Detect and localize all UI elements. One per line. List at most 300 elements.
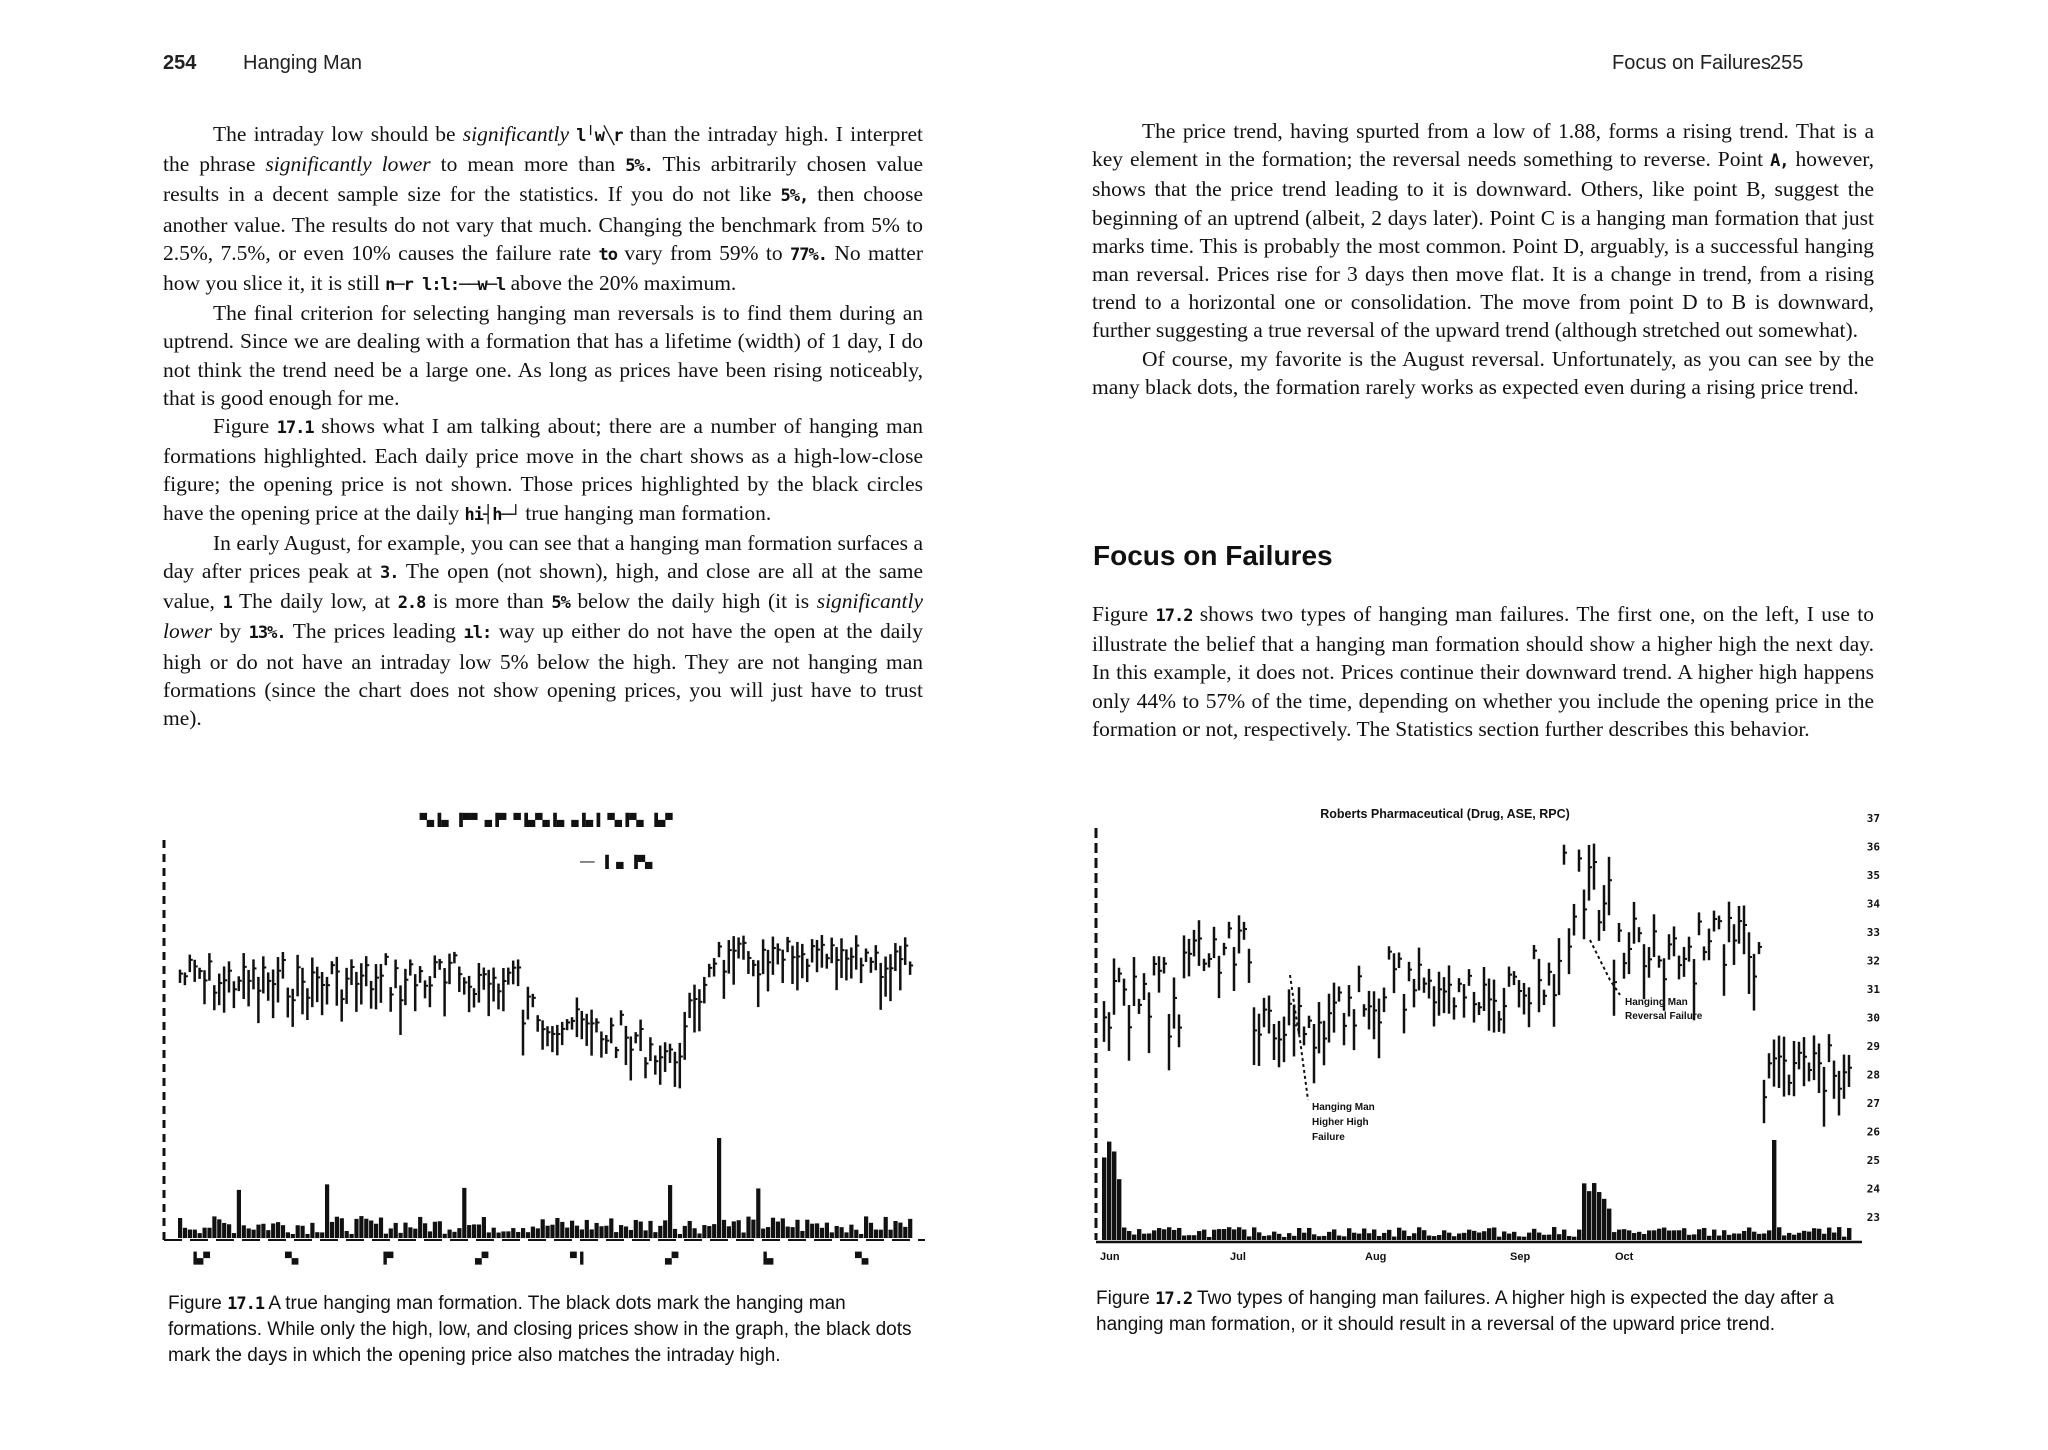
volume-bar — [761, 1229, 765, 1238]
volume-bar — [1702, 1228, 1706, 1240]
volume-bar — [1672, 1230, 1676, 1240]
text-run: The daily low, at — [231, 589, 398, 614]
volume-bar — [1432, 1236, 1436, 1240]
volume-bar — [178, 1218, 182, 1238]
caption-prefix: Figure — [1096, 1288, 1156, 1309]
volume-bar — [673, 1229, 677, 1238]
volume-bar — [805, 1220, 809, 1238]
page-number-right: 255 — [1770, 52, 1804, 74]
volume-bar — [903, 1227, 907, 1238]
text-run: Of course, my favorite is the August reversal. Unfortunately, as you can see by the many black dots, the formation rarely works as expected even during a rising price trend. — [1092, 346, 1874, 399]
volume-bar — [443, 1234, 447, 1238]
x-tick-label: Aug — [1365, 1251, 1387, 1263]
degraded-glyphs: hi┤h─┘ — [464, 504, 520, 525]
text-run: The price trend, having spurted from a low of 1.88, forms a rising trend. That is a key element in the formation; the reversal needs something to reverse. Point — [1092, 119, 1874, 172]
volume-bar — [1307, 1228, 1311, 1240]
volume-bar — [1727, 1235, 1731, 1240]
volume-bar — [849, 1225, 853, 1238]
text-run: Figure — [1092, 602, 1156, 626]
volume-bar — [266, 1230, 270, 1238]
volume-bar — [1767, 1230, 1771, 1240]
volume-bar — [639, 1222, 643, 1238]
degraded-glyphs: 5%. — [625, 156, 653, 177]
figure-number: 17.2 — [1155, 1289, 1193, 1309]
y-tick-label: 23 — [1866, 1211, 1880, 1224]
volume-bar — [301, 1226, 305, 1238]
volume-bar — [1567, 1236, 1571, 1240]
text-run: below the daily high (it is — [569, 589, 817, 614]
volume-bar — [217, 1219, 221, 1238]
volume-bar — [1302, 1233, 1306, 1240]
volume-bar — [1112, 1151, 1116, 1240]
volume-bar — [555, 1218, 559, 1238]
y-tick-label: 34 — [1866, 897, 1880, 911]
roberts-pharmaceutical-chart — [1090, 800, 1890, 1265]
volume-bar — [399, 1233, 403, 1238]
volume-bar — [727, 1226, 731, 1238]
text-run: than the intraday high. I interpret the phrase — [163, 122, 923, 177]
volume-bar — [795, 1220, 799, 1238]
x-tick-label: ▀▐ — [570, 1252, 584, 1265]
volume-bar — [247, 1228, 251, 1238]
volume-bar — [634, 1220, 638, 1238]
volume-bar — [570, 1221, 574, 1238]
annotation-label: Hanging Man — [1625, 997, 1688, 1008]
volume-bar — [908, 1219, 912, 1238]
volume-bar — [560, 1222, 564, 1238]
volume-bar — [1782, 1235, 1786, 1240]
text-run: however, shows that the price trend leading to it is downward. Others, like point B, suggest the beginning of an uptrend (albeit, 2 days later). Point C is a hanging man formation that just marks time. This is probably the most common. Point D, arguably, is a successful hanging man reversal. Prices rise for 3 days then move flat. It is a change in trend, from a rising trend to a horizontal one or consolidation. The move from point D to B is downward, further suggesting a true reversal of the upward trend (although stretched out somewhat). — [1092, 147, 1874, 343]
volume-bar — [281, 1225, 285, 1238]
volume-bar — [1412, 1233, 1416, 1240]
volume-bar — [1507, 1234, 1511, 1240]
volume-bar — [1777, 1227, 1781, 1240]
volume-bar — [452, 1232, 456, 1238]
degraded-glyphs: 1 — [222, 593, 232, 614]
volume-bar — [291, 1234, 295, 1238]
volume-bar — [1227, 1227, 1231, 1240]
volume-bar — [345, 1231, 349, 1238]
volume-bar — [1677, 1230, 1681, 1240]
volume-bar — [614, 1232, 618, 1238]
volume-bar — [1322, 1236, 1326, 1240]
volume-bar — [781, 1218, 785, 1238]
y-tick-label: 36 — [1866, 840, 1880, 854]
volume-bar — [198, 1233, 202, 1238]
volume-bar — [1402, 1230, 1406, 1240]
volume-bar — [1577, 1230, 1581, 1240]
volume-bar — [1127, 1231, 1131, 1240]
degraded-glyphs: 77%. — [790, 244, 827, 265]
volume-bar — [702, 1225, 706, 1238]
volume-bar — [222, 1223, 226, 1238]
volume-bar — [683, 1226, 687, 1238]
running-head-right: Focus on Failures — [1612, 52, 1771, 74]
degraded-glyphs: 2.8 — [397, 593, 426, 614]
volume-bar — [482, 1217, 486, 1238]
y-tick-label: 30 — [1866, 1011, 1880, 1025]
caption-text: A true hanging man formation. The black dots mark the hanging man formations. While only the high, low, and closing prices show in the graph, the black dots mark the days in which the opening price also matches the intraday high. — [168, 1293, 912, 1366]
volume-bar — [1267, 1235, 1271, 1240]
y-tick-label: 32 — [1866, 954, 1880, 968]
volume-bar — [1722, 1230, 1726, 1240]
volume-bar — [1107, 1142, 1111, 1240]
degraded-glyphs: A, — [1770, 151, 1789, 172]
x-tick-label: Oct — [1615, 1251, 1634, 1263]
x-tick-label: ▄▀ — [665, 1252, 679, 1265]
volume-bar — [1417, 1227, 1421, 1240]
volume-bar — [717, 1138, 721, 1238]
volume-bar — [1502, 1231, 1506, 1240]
degraded-glyphs: l╵w╲r — [576, 126, 623, 146]
volume-bar — [1157, 1228, 1161, 1240]
text-run: The open (not shown), high, and close are all at the same value, — [163, 559, 924, 614]
chart-annotation: ── ▐ ▄ ▐▀▄ — [580, 855, 653, 869]
volume-bar — [1222, 1229, 1226, 1240]
volume-bar — [1137, 1229, 1141, 1240]
page-number-left — [163, 52, 196, 75]
volume-bar — [722, 1220, 726, 1238]
volume-bar — [1247, 1236, 1251, 1240]
volume-bar — [756, 1188, 760, 1238]
volume-bar — [232, 1233, 236, 1238]
volume-bar — [394, 1223, 398, 1238]
left-body-text — [163, 120, 923, 732]
paragraph — [163, 299, 923, 412]
volume-bar — [497, 1233, 501, 1238]
volume-bar — [575, 1226, 579, 1238]
hanging-man-chart — [160, 800, 932, 1270]
volume-bar — [1637, 1232, 1641, 1240]
volume-bar — [1342, 1236, 1346, 1240]
volume-bar — [820, 1228, 824, 1238]
volume-bar — [374, 1224, 378, 1238]
volume-bar — [501, 1231, 505, 1238]
volume-bar — [1442, 1230, 1446, 1240]
volume-bar — [580, 1229, 584, 1238]
volume-bar — [1182, 1236, 1186, 1240]
volume-bar — [1497, 1237, 1501, 1240]
volume-bar — [1287, 1233, 1291, 1240]
volume-bar — [1682, 1228, 1686, 1240]
volume-bar — [296, 1225, 300, 1238]
text-run: shows what I am talking about; there are a number of hanging man formations highlighted. Each daily price move in the chart shows as a high-low-close figure; the opening price is not shown. Those prices highlighted by the black circles have the opening price at the daily — [163, 414, 923, 525]
volume-bar — [1352, 1233, 1356, 1240]
volume-bar — [1212, 1230, 1216, 1240]
volume-bar — [242, 1225, 246, 1238]
volume-bar — [1347, 1228, 1351, 1240]
volume-bar — [1717, 1236, 1721, 1240]
volume-bar — [1187, 1235, 1191, 1240]
volume-bar — [825, 1223, 829, 1238]
volume-bar — [1317, 1236, 1321, 1240]
volume-bar — [330, 1222, 334, 1238]
volume-bar — [1167, 1227, 1171, 1240]
volume-bar — [1792, 1235, 1796, 1240]
volume-bar — [1547, 1235, 1551, 1240]
volume-bar — [183, 1228, 187, 1238]
volume-bar — [810, 1224, 814, 1238]
volume-bar — [550, 1225, 554, 1238]
y-tick-label: 35 — [1866, 869, 1880, 882]
text-run: The final criterion for selecting hanging man reversals is to find them during an uptrend. Since we are dealing with a formation that has a lifetime (width) of 1 day, I do not think the trend need be a large one. As long as prices have been rising noticeably, that is good enough for me. — [163, 301, 923, 410]
volume-bar — [359, 1216, 363, 1238]
volume-bar — [1242, 1229, 1246, 1240]
degraded-glyphs: 3. — [379, 563, 399, 584]
x-tick-label: ▀▄ — [285, 1252, 299, 1265]
volume-bar — [595, 1223, 599, 1238]
chart-title: ▀▄▐▄ ▐▀▀ ▄▐▀ ▀▐▄▀▄▐▄ ▄▐▄▐ ▀▄▐▀▄ ▐▄▀ — [419, 813, 673, 827]
volume-bar — [1842, 1237, 1846, 1240]
volume-bar — [776, 1222, 780, 1238]
volume-bar — [261, 1224, 265, 1238]
volume-bar — [599, 1226, 603, 1238]
y-tick-label: 31 — [1866, 983, 1880, 996]
figure-caption-left — [168, 1291, 930, 1369]
volume-bar — [1732, 1233, 1736, 1240]
volume-bar — [898, 1223, 902, 1238]
text-run: to mean more than — [430, 152, 626, 177]
volume-bar — [1522, 1237, 1526, 1240]
text-run: In early August, for example, you can see that a hanging man formation surfaces a day after prices peak at — [163, 530, 923, 584]
volume-bar — [712, 1224, 716, 1238]
y-tick-label: 37 — [1866, 812, 1880, 825]
x-tick-label: ▀▄ — [855, 1252, 869, 1265]
y-tick-label: 26 — [1866, 1125, 1880, 1139]
volume-bar — [462, 1188, 466, 1238]
volume-bar — [276, 1222, 280, 1238]
volume-bar — [786, 1227, 790, 1238]
volume-bar — [252, 1230, 256, 1238]
volume-bar — [1292, 1236, 1296, 1240]
chart-title: Roberts Pharmaceutical (Drug, ASE, RPC) — [1320, 807, 1570, 821]
volume-bar — [1837, 1227, 1841, 1240]
volume-bar — [835, 1226, 839, 1238]
degraded-glyphs: 5%, — [780, 186, 809, 207]
volume-bar — [286, 1232, 290, 1238]
volume-bar — [1762, 1233, 1766, 1240]
volume-bar — [893, 1221, 897, 1238]
volume-bar — [732, 1221, 736, 1238]
volume-bar — [1457, 1233, 1461, 1240]
volume-bar — [546, 1226, 550, 1238]
volume-bar — [188, 1230, 192, 1238]
volume-bar — [1152, 1230, 1156, 1240]
volume-bar — [1737, 1234, 1741, 1240]
volume-bar — [1847, 1228, 1851, 1240]
volume-bar — [653, 1232, 657, 1238]
volume-bar — [1687, 1235, 1691, 1240]
degraded-glyphs: n─r l:l:──w─l — [385, 275, 506, 296]
volume-bar — [1527, 1233, 1531, 1240]
volume-bar — [830, 1232, 834, 1238]
degraded-glyphs: 17.2 — [1155, 606, 1193, 626]
paragraph — [163, 412, 923, 529]
volume-bar — [1277, 1234, 1281, 1240]
volume-bar — [467, 1225, 471, 1238]
volume-bar — [1557, 1234, 1561, 1240]
volume-bar — [678, 1234, 682, 1238]
volume-bar — [1282, 1237, 1286, 1240]
volume-bar — [1697, 1229, 1701, 1240]
volume-bar — [1117, 1179, 1121, 1240]
volume-bar — [1832, 1233, 1836, 1240]
volume-bar — [389, 1228, 393, 1238]
volume-bar — [791, 1227, 795, 1238]
volume-bar — [1562, 1230, 1566, 1240]
volume-bar — [472, 1224, 476, 1238]
annotation-label: Hanging Man — [1312, 1102, 1375, 1113]
volume-bar — [448, 1230, 452, 1238]
volume-bar — [1272, 1232, 1276, 1240]
text-run: above the 20% maximum. — [505, 271, 737, 296]
volume-bar — [1552, 1227, 1556, 1240]
volume-bar — [668, 1185, 672, 1238]
volume-bar — [492, 1228, 496, 1238]
volume-bar — [320, 1232, 324, 1238]
volume-bar — [1452, 1236, 1456, 1240]
volume-bar — [212, 1216, 216, 1238]
volume-bar — [1257, 1232, 1261, 1240]
volume-bar — [1397, 1228, 1401, 1240]
volume-bar — [207, 1228, 211, 1238]
volume-bar — [271, 1223, 275, 1238]
volume-bar — [1357, 1234, 1361, 1240]
volume-bar — [1627, 1230, 1631, 1240]
volume-bar — [1657, 1229, 1661, 1240]
volume-bar — [742, 1232, 746, 1238]
volume-bar — [516, 1232, 520, 1238]
failures-text — [1092, 600, 1874, 743]
volume-bar — [227, 1224, 231, 1238]
caption-text: Two types of hanging man failures. A higher high is expected the day after a hanging man formation, or it should result in a reversal of the upward price trend. — [1096, 1288, 1834, 1335]
volume-bar — [1827, 1228, 1831, 1240]
italic-run: significantly lower — [163, 589, 924, 644]
figure-caption-right — [1096, 1286, 1878, 1338]
volume-bar — [1662, 1228, 1666, 1240]
text-run: The intraday low should be — [213, 122, 463, 146]
volume-bar — [1622, 1229, 1626, 1240]
volume-bar — [350, 1234, 354, 1238]
volume-bar — [1572, 1237, 1576, 1240]
caption-prefix: Figure — [168, 1293, 228, 1314]
volume-bar — [1532, 1229, 1536, 1240]
volume-bar — [1147, 1233, 1151, 1240]
volume-bar — [1587, 1191, 1591, 1240]
y-tick-label: 27 — [1866, 1097, 1880, 1110]
page-number: 254 — [163, 52, 197, 74]
paragraph — [1092, 600, 1874, 743]
volume-bar — [413, 1229, 417, 1238]
volume-bar — [1517, 1236, 1521, 1240]
volume-bar — [1742, 1231, 1746, 1240]
volume-bar — [1207, 1237, 1211, 1240]
volume-bar — [1822, 1234, 1826, 1240]
volume-bar — [1237, 1227, 1241, 1240]
right-page — [1024, 0, 2048, 1450]
volume-bar — [1217, 1229, 1221, 1240]
volume-bar — [335, 1217, 339, 1238]
volume-bar — [1542, 1235, 1546, 1240]
volume-bar — [408, 1227, 412, 1238]
volume-bar — [751, 1220, 755, 1238]
text-run: is more than — [425, 589, 552, 614]
volume-bar — [1462, 1233, 1466, 1240]
volume-bar — [629, 1230, 633, 1238]
volume-bar — [1512, 1232, 1516, 1240]
figure-number: 17.1 — [227, 1294, 265, 1314]
volume-bar — [354, 1219, 358, 1238]
volume-bar — [1707, 1236, 1711, 1240]
x-tick-label: Jul — [1230, 1251, 1246, 1263]
volume-bar — [869, 1223, 873, 1238]
volume-bar — [423, 1223, 427, 1238]
volume-bar — [1667, 1231, 1671, 1240]
volume-bar — [1642, 1234, 1646, 1240]
text-run: No matter how you slice it, it is still — [163, 240, 923, 296]
volume-bar — [403, 1223, 407, 1238]
volume-bar — [1797, 1233, 1801, 1240]
volume-bar — [746, 1217, 750, 1238]
text-run: way up either do not have the open at the daily high or do not have an intraday low 5% below the high. They are not hanging man formations (since the chart does not show opening prices, you will just have to trust me). — [163, 619, 924, 731]
volume-bar — [658, 1226, 662, 1238]
text-run: Figure — [213, 414, 277, 439]
volume-bar — [737, 1220, 741, 1238]
volume-bar — [1692, 1234, 1696, 1240]
volume-bar — [864, 1216, 868, 1238]
volume-bar — [663, 1220, 667, 1238]
volume-bar — [1427, 1236, 1431, 1240]
volume-bar — [1467, 1230, 1471, 1240]
volume-bar — [310, 1223, 314, 1238]
x-tick-label: ▄▀ — [475, 1252, 489, 1265]
volume-bar — [1367, 1233, 1371, 1240]
volume-bar — [1757, 1234, 1761, 1240]
volume-bar — [1197, 1231, 1201, 1240]
text-run: true hanging man formation. — [519, 500, 772, 525]
right-body-text — [1092, 117, 1874, 401]
y-tick-label: 29 — [1866, 1040, 1880, 1053]
y-tick-label: 28 — [1866, 1068, 1880, 1082]
volume-bar — [369, 1220, 373, 1238]
degraded-glyphs: 13%. — [248, 623, 286, 644]
degraded-glyphs: to — [598, 244, 617, 265]
volume-bar — [1752, 1232, 1756, 1240]
volume-bar — [590, 1229, 594, 1238]
volume-bar — [1382, 1233, 1386, 1240]
volume-bar — [1592, 1183, 1596, 1240]
volume-bar — [457, 1228, 461, 1238]
volume-bar — [766, 1227, 770, 1238]
volume-bar — [1192, 1235, 1196, 1240]
volume-bar — [1437, 1235, 1441, 1240]
volume-bar — [1632, 1233, 1636, 1240]
degraded-glyphs: ıl: — [463, 623, 492, 644]
text-run: then choose another value. The results do not vary that much. Changing the benchmark from 5% to 2.5%, 7.5%, or even 10% causes the failure rate — [163, 182, 924, 265]
volume-bar — [1177, 1228, 1181, 1240]
volume-bar — [340, 1218, 344, 1238]
volume-bar — [1652, 1230, 1656, 1240]
volume-bar — [531, 1227, 535, 1238]
volume-bar — [203, 1228, 207, 1238]
volume-bar — [1262, 1236, 1266, 1240]
y-tick-label: 25 — [1866, 1154, 1880, 1167]
volume-bar — [256, 1225, 260, 1238]
section-heading: Focus on Failures — [1093, 540, 1333, 571]
volume-bar — [438, 1221, 442, 1238]
volume-bar — [1787, 1233, 1791, 1240]
volume-bar — [815, 1223, 819, 1238]
